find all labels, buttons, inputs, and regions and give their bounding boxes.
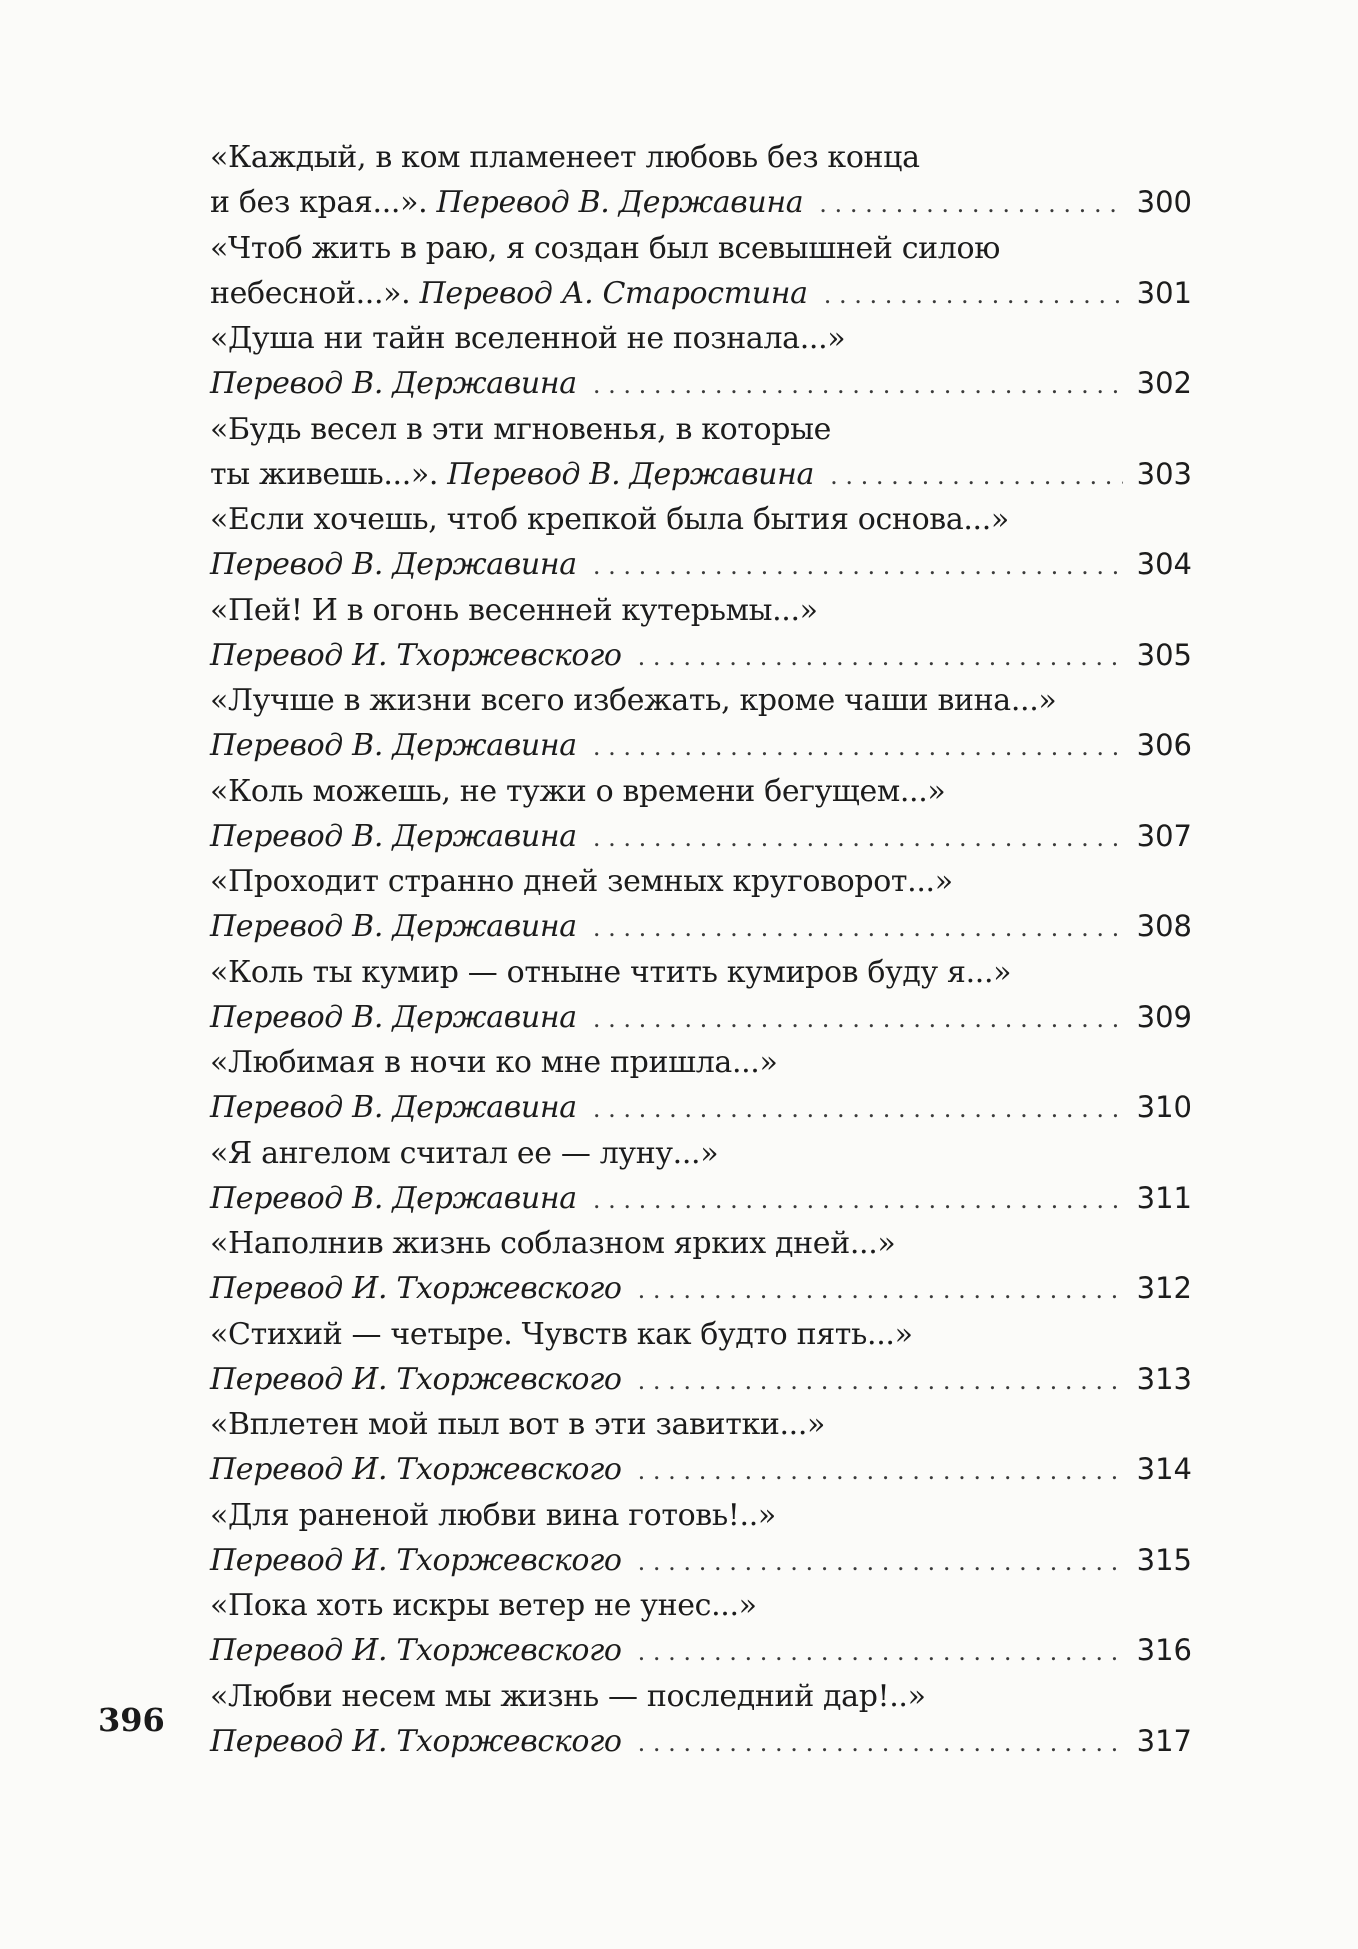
toc-entry-page-number: 306 (1136, 728, 1192, 762)
toc-entry-text (210, 271, 808, 316)
toc-entry-attribution-line (210, 1628, 1192, 1673)
toc-entry-title-line: «Пей! И в огонь весенней кутерьмы...» (210, 592, 818, 628)
toc-entry-title-end: небесной...». (210, 275, 420, 311)
toc-entry-attribution-line (210, 904, 1192, 949)
toc-entry-text (210, 1176, 577, 1221)
toc-entry-attribution-line (210, 633, 1192, 678)
dot-leader (593, 906, 1123, 951)
toc-entry-attribution-line (210, 361, 1192, 406)
toc-entry-page-number: 303 (1136, 456, 1192, 491)
toc-entry (210, 1674, 1192, 1765)
toc-entry-page-number: 307 (1136, 818, 1192, 853)
toc-entry (210, 1583, 1192, 1674)
toc-entry-text (210, 1266, 622, 1311)
toc-entry (210, 950, 1192, 1041)
toc-entry-title-line: «Будь весел в эти мгновенья, в которые (210, 411, 832, 447)
dot-leader (593, 997, 1123, 1042)
toc-entry-attribution-line (210, 723, 1192, 768)
toc-entry-attribution-line (210, 1357, 1192, 1402)
toc-entry (210, 859, 1192, 950)
toc-entry-attribution-line (210, 180, 1192, 225)
toc-entry-attribution-line (210, 1447, 1192, 1492)
toc-entry-text (210, 814, 577, 859)
toc-entry-title-line: «Для раненой любви вина готовь!..» (210, 1497, 776, 1533)
toc-entry-text (210, 1447, 622, 1492)
toc-entry-translator: Перевод И. Тхоржевского (210, 1542, 622, 1578)
dot-leader (593, 363, 1123, 408)
toc-entry (210, 1312, 1192, 1403)
toc-entry-text (210, 904, 577, 949)
toc-entry (210, 1493, 1192, 1584)
toc-entry-page-number: 310 (1136, 1090, 1192, 1124)
toc-entry (210, 1040, 1192, 1131)
toc-entry-title-end: ты живешь...». (210, 456, 448, 492)
toc-entry-title-line: «Коль можешь, не тужи о времени бегущем...» (210, 773, 946, 809)
toc-entry-title-line: «Если хочешь, чтоб крепкой была бытия основа...» (210, 502, 1009, 537)
toc-entry-page-number: 311 (1136, 1180, 1192, 1215)
dot-leader (593, 816, 1123, 861)
toc-entry-text (210, 995, 577, 1040)
toc-entry-attribution-line (210, 542, 1192, 587)
toc-entry-translator: Перевод И. Тхоржевского (210, 1633, 622, 1668)
toc-entry-text (210, 1357, 622, 1402)
toc-entry-text (210, 1538, 622, 1583)
toc-entry-text (210, 633, 622, 678)
toc-entry-translator: Перевод В. Державина (210, 728, 577, 763)
dot-leader (638, 1540, 1123, 1585)
dot-leader (638, 1721, 1123, 1766)
toc-entry (210, 1221, 1192, 1312)
toc-entry-title-line: «Любимая в ночи ко мне пришла...» (210, 1045, 778, 1080)
dot-leader (593, 725, 1123, 770)
dot-leader (593, 1178, 1123, 1223)
toc-entry-title-line: «Лучше в жизни всего избежать, кроме чаши вина...» (210, 683, 1057, 718)
dot-leader (638, 1630, 1123, 1675)
toc-entry-translator: Перевод В. Державина (210, 366, 577, 401)
toc-entry-attribution-line (210, 1266, 1192, 1311)
toc-entry (210, 678, 1192, 769)
toc-entry-page-number: 316 (1136, 1633, 1192, 1667)
toc-entry-page-number: 314 (1136, 1452, 1192, 1486)
toc-entry-page-number: 301 (1136, 275, 1192, 310)
toc-entry-title-line: «Пока хоть искры ветер не унес...» (210, 1588, 757, 1623)
dot-leader (638, 1449, 1123, 1494)
toc-entry-translator: Перевод В. Державина (210, 547, 577, 582)
toc-entry-text (210, 361, 577, 406)
toc-entry-title-line: «Каждый, в ком пламенеет любовь без конца (210, 140, 920, 175)
toc-entry-title-line: «Вплетен мой пыл вот в эти завитки...» (210, 1407, 826, 1442)
toc-entry (210, 135, 1192, 226)
toc-entry-translator: Перевод И. Тхоржевского (210, 1361, 622, 1397)
toc-entry (210, 588, 1192, 679)
toc-entry-translator: Перевод В. Державина (210, 1090, 577, 1125)
toc-entry-page-number: 315 (1136, 1542, 1192, 1577)
dot-leader (819, 182, 1122, 227)
toc-entry-attribution-line (210, 1719, 1192, 1764)
toc-entry-translator: Перевод В. Державина (210, 818, 577, 854)
dot-leader (638, 1359, 1123, 1404)
dot-leader (824, 273, 1123, 318)
toc-entry-translator: Перевод И. Тхоржевского (210, 1452, 622, 1487)
toc-entry-page-number: 302 (1136, 366, 1192, 400)
toc-entry (210, 769, 1192, 860)
toc-entry-attribution-line (210, 1085, 1192, 1130)
dot-leader (593, 544, 1123, 589)
toc-entry-page-number: 305 (1136, 637, 1192, 672)
toc-entry-title-line: «Коль ты кумир — отныне чтить кумиров буду я...» (210, 954, 1012, 990)
toc-entry-title-end: и без края...». (210, 185, 437, 220)
toc-entry-page-number: 309 (1136, 999, 1192, 1034)
toc-entry-title-line: «Душа ни тайн вселенной не познала...» (210, 321, 846, 356)
toc-entry-page-number: 308 (1136, 909, 1192, 943)
toc-entry-page-number: 300 (1136, 185, 1192, 219)
toc-entry-attribution-line (210, 995, 1192, 1040)
toc-entry-attribution-line (210, 1538, 1192, 1583)
toc-entry-text (210, 1719, 622, 1764)
toc-entry (210, 316, 1192, 407)
toc-entry (210, 226, 1192, 317)
toc-entry-page-number: 313 (1136, 1361, 1192, 1396)
toc-entry-text (210, 723, 577, 768)
toc-entry-translator: Перевод В. Державина (447, 456, 815, 492)
toc-entry-text (210, 1085, 577, 1130)
toc-entry-page-number: 312 (1136, 1271, 1192, 1305)
toc-entry-translator: Перевод И. Тхоржевского (210, 637, 622, 673)
toc-entry (210, 1402, 1192, 1493)
toc-entry-translator: Перевод И. Тхоржевского (210, 1723, 622, 1759)
toc-entry-translator: Перевод В. Державина (436, 185, 804, 220)
toc-entry-attribution-line (210, 1176, 1192, 1221)
toc-entry-title-line: «Стихий — четыре. Чувств как будто пять...» (210, 1316, 913, 1352)
toc-entry-page-number: 317 (1136, 1723, 1192, 1758)
toc-entry-translator: Перевод А. Старостина (419, 275, 808, 311)
toc-entry-attribution-line (210, 814, 1192, 859)
table-of-contents (210, 135, 1192, 1764)
page-number: 396 (98, 1701, 165, 1739)
dot-leader (830, 454, 1123, 499)
dot-leader (638, 635, 1123, 680)
toc-entry-text (210, 452, 814, 497)
toc-entry-title-line: «Любви несем мы жизнь — последний дар!..» (210, 1678, 926, 1714)
toc-entry-title-line: «Проходит странно дней земных круговорот...» (210, 864, 953, 899)
toc-entry (210, 1131, 1192, 1222)
dot-leader (593, 1087, 1123, 1132)
toc-entry-title-line: «Наполнив жизнь соблазном ярких дней...» (210, 1226, 896, 1261)
toc-entry (210, 497, 1192, 588)
toc-entry-text (210, 1628, 622, 1673)
toc-entry-translator: Перевод В. Державина (210, 1180, 577, 1216)
toc-entry-translator: Перевод И. Тхоржевского (210, 1271, 622, 1306)
toc-entry (210, 407, 1192, 498)
toc-entry-translator: Перевод В. Державина (210, 999, 577, 1035)
toc-entry-attribution-line (210, 271, 1192, 316)
toc-entry-translator: Перевод В. Державина (210, 909, 577, 944)
toc-entry-page-number: 304 (1136, 547, 1192, 581)
toc-entry-text (210, 180, 803, 225)
toc-entry-attribution-line (210, 452, 1192, 497)
toc-entry-text (210, 542, 577, 587)
toc-entry-title-line: «Я ангелом считал ее — луну...» (210, 1135, 719, 1171)
dot-leader (638, 1268, 1123, 1313)
toc-entry-title-line: «Чтоб жить в раю, я создан был всевышней силою (210, 230, 1000, 266)
